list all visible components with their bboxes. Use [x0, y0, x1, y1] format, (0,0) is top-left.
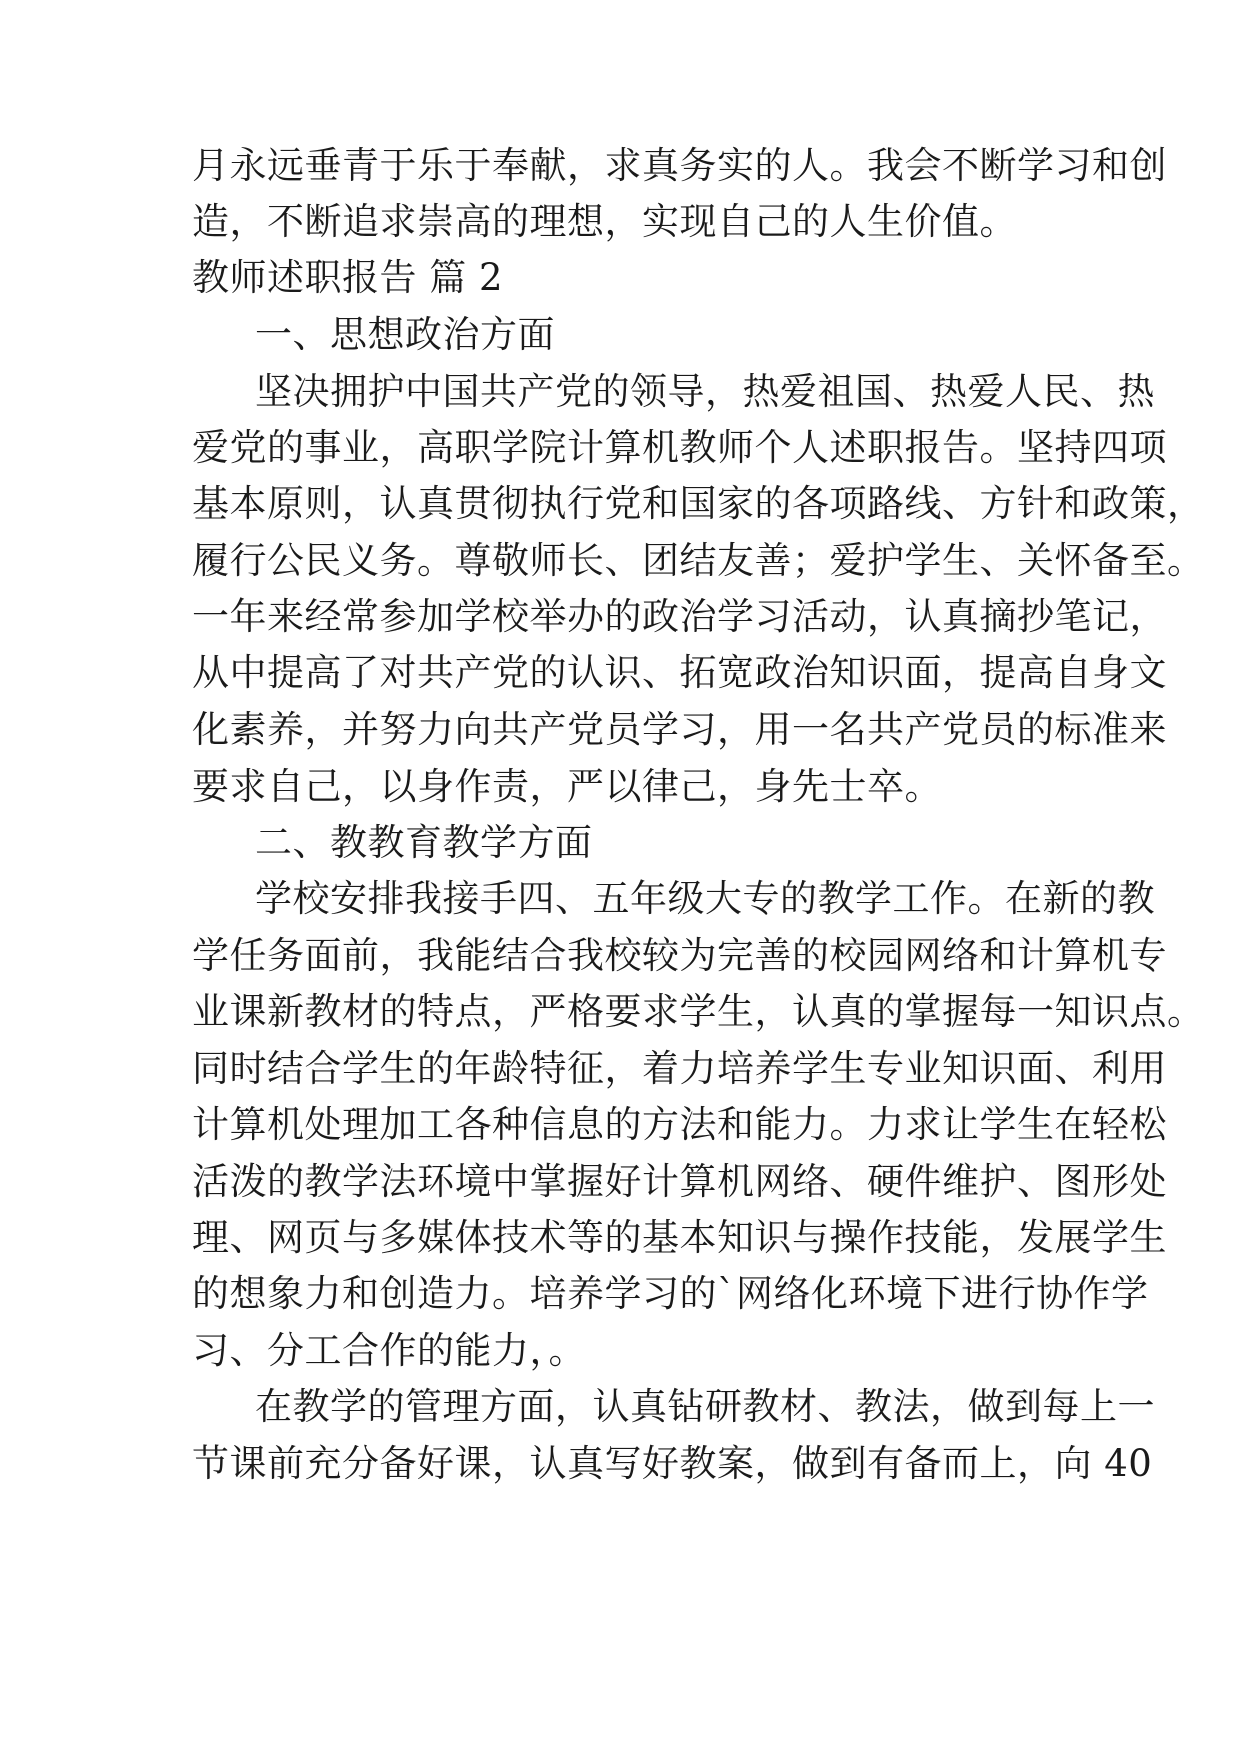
text-line: 月永远垂青于乐于奉献，求真务实的人。我会不断学习和创: [192, 144, 1167, 187]
section-heading: 教师述职报告 篇 2: [192, 256, 504, 299]
text-line: 理、网页与多媒体技术等的基本知识与操作技能，发展学生: [192, 1216, 1167, 1259]
text-line: 活泼的教学法环境中掌握好计算机网络、硬件维护、图形处: [192, 1160, 1167, 1203]
text-line: 同时结合学生的年龄特征，着力培养学生专业知识面、利用: [192, 1047, 1167, 1090]
text-line: 造，不断追求崇高的理想，实现自己的人生价值。: [192, 200, 1017, 243]
text-line: 计算机处理加工各种信息的方法和能力。力求让学生在轻松: [192, 1103, 1167, 1146]
text-line: 学校安排我接手四、五年级大专的教学工作。在新的教: [255, 877, 1155, 920]
text-line: 履行公民义务。尊敬师长、团结友善；爱护学生、关怀备至。: [192, 539, 1205, 582]
text-line: 要求自己，以身作责，严以律己，身先士卒。: [192, 765, 942, 808]
text-line: 从中提高了对共产党的认识、拓宽政治知识面，提高自身文: [192, 651, 1167, 694]
text-line: 节课前充分备好课，认真写好教案，做到有备而上，向 40: [192, 1442, 1153, 1485]
text-line: 坚决拥护中国共产党的领导，热爱祖国、热爱人民、热: [255, 370, 1155, 413]
text-line: 在教学的管理方面，认真钻研教材、教法，做到每上一: [255, 1385, 1155, 1428]
text-line: 基本原则，认真贯彻执行党和国家的各项路线、方针和政策，: [192, 482, 1205, 525]
subsection-heading: 一、思想政治方面: [255, 313, 555, 356]
text-line: 的想象力和创造力。培养学习的`网络化环境下进行协作学: [192, 1272, 1149, 1315]
text-line: 爱党的事业，高职学院计算机教师个人述职报告。坚持四项: [192, 426, 1167, 469]
text-line: 一年来经常参加学校举办的政治学习活动，认真摘抄笔记，: [192, 595, 1167, 638]
subsection-heading: 二、教教育教学方面: [255, 821, 593, 864]
text-line: 化素养，并努力向共产党员学习，用一名共产党员的标准来: [192, 708, 1167, 751]
text-line: 业课新教材的特点，严格要求学生，认真的掌握每一知识点。: [192, 990, 1205, 1033]
text-line: 习、分工合作的能力，。: [192, 1329, 586, 1372]
text-line: 学任务面前，我能结合我校较为完善的校园网络和计算机专: [192, 934, 1167, 977]
